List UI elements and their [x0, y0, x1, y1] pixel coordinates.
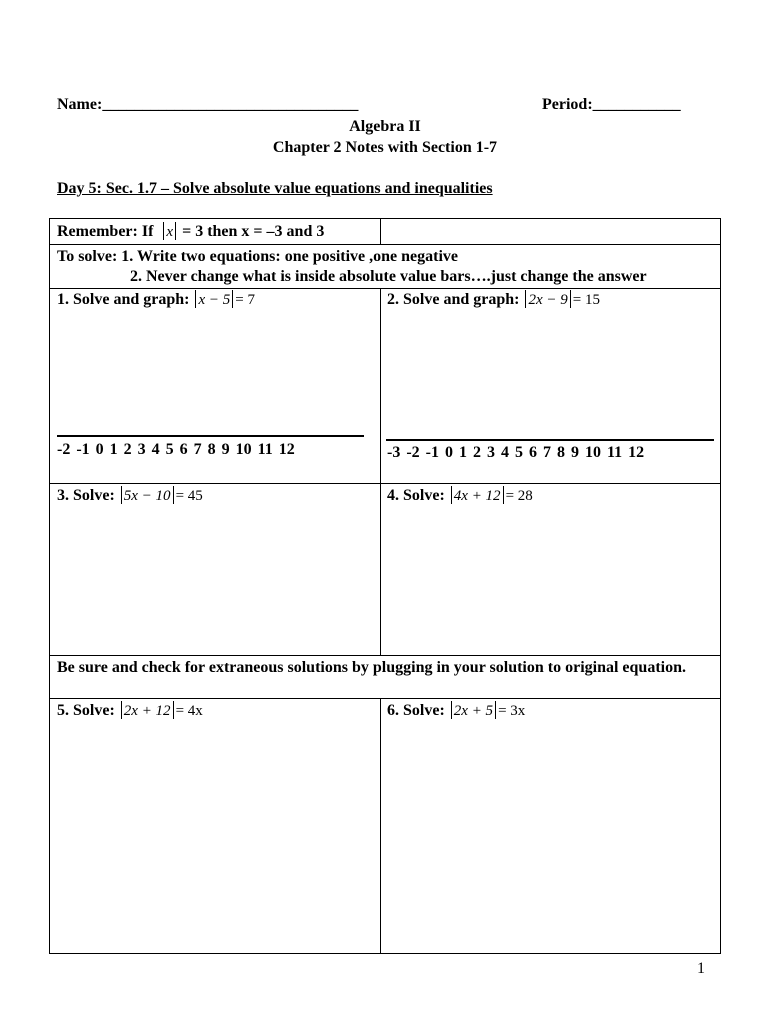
remember-prefix: Remember: If: [57, 223, 154, 240]
remember-var: x: [166, 224, 174, 240]
problem-4-rhs: = 28: [505, 488, 533, 504]
problem-1: [57, 290, 255, 309]
page-number: 1: [697, 960, 705, 977]
number-line-2: [386, 439, 714, 441]
problem-6: [387, 701, 525, 720]
day-title: Day 5: Sec. 1.7 – Solve absolute value equations and inequalities: [57, 180, 493, 197]
number-line-2-labels: -3 -2 -1 0 1 2 3 4 5 6 7 8 9 10 11 12: [387, 444, 645, 461]
problem-2-expression: 2x − 9: [528, 292, 568, 308]
problem-4: [387, 486, 533, 505]
problem-1-rhs: = 7: [235, 292, 255, 308]
extraneous-note: Be sure and check for extraneous solutions by plugging in your solution to original equation.: [57, 659, 686, 676]
number-line-1: [57, 435, 364, 437]
problem-3-rhs: = 45: [175, 488, 203, 504]
problem-5-label: 5. Solve:: [57, 702, 115, 719]
problem-4-label: 4. Solve:: [387, 487, 445, 504]
problem-2-rhs: = 15: [572, 292, 600, 308]
problem-1-label: 1. Solve and graph:: [57, 291, 190, 308]
problem-3: [57, 486, 203, 505]
problem-6-label: 6. Solve:: [387, 702, 445, 719]
problem-6-rhs: = 3x: [498, 703, 526, 719]
course-title: Algebra II: [349, 118, 421, 135]
problem-3-label: 3. Solve:: [57, 487, 115, 504]
problem-1-expression: x − 5: [198, 292, 231, 308]
problem-2-label: 2. Solve and graph:: [387, 291, 520, 308]
problem-5-rhs: = 4x: [175, 703, 203, 719]
problem-2: [387, 290, 600, 309]
period-field-label: Period:___________: [542, 96, 681, 113]
problem-3-expression: 5x − 10: [123, 488, 171, 504]
remember-note: [57, 222, 324, 241]
remember-suffix: = 3 then x = –3 and 3: [182, 223, 325, 240]
problem-6-expression: 2x + 5: [453, 703, 494, 719]
number-line-1-labels: -2 -1 0 1 2 3 4 5 6 7 8 9 10 11 12: [57, 441, 295, 458]
problem-4-expression: 4x + 12: [453, 488, 501, 504]
to-solve-step-2: 2. Never change what is inside absolute value bars….just change the answer: [130, 268, 647, 285]
chapter-title: Chapter 2 Notes with Section 1-7: [272, 139, 498, 156]
name-field-label: Name:________________________________: [57, 96, 359, 113]
to-solve-step-1: To solve: 1. Write two equations: one positive ,one negative: [57, 248, 459, 265]
problem-5-expression: 2x + 12: [123, 703, 171, 719]
problem-5: [57, 701, 203, 720]
